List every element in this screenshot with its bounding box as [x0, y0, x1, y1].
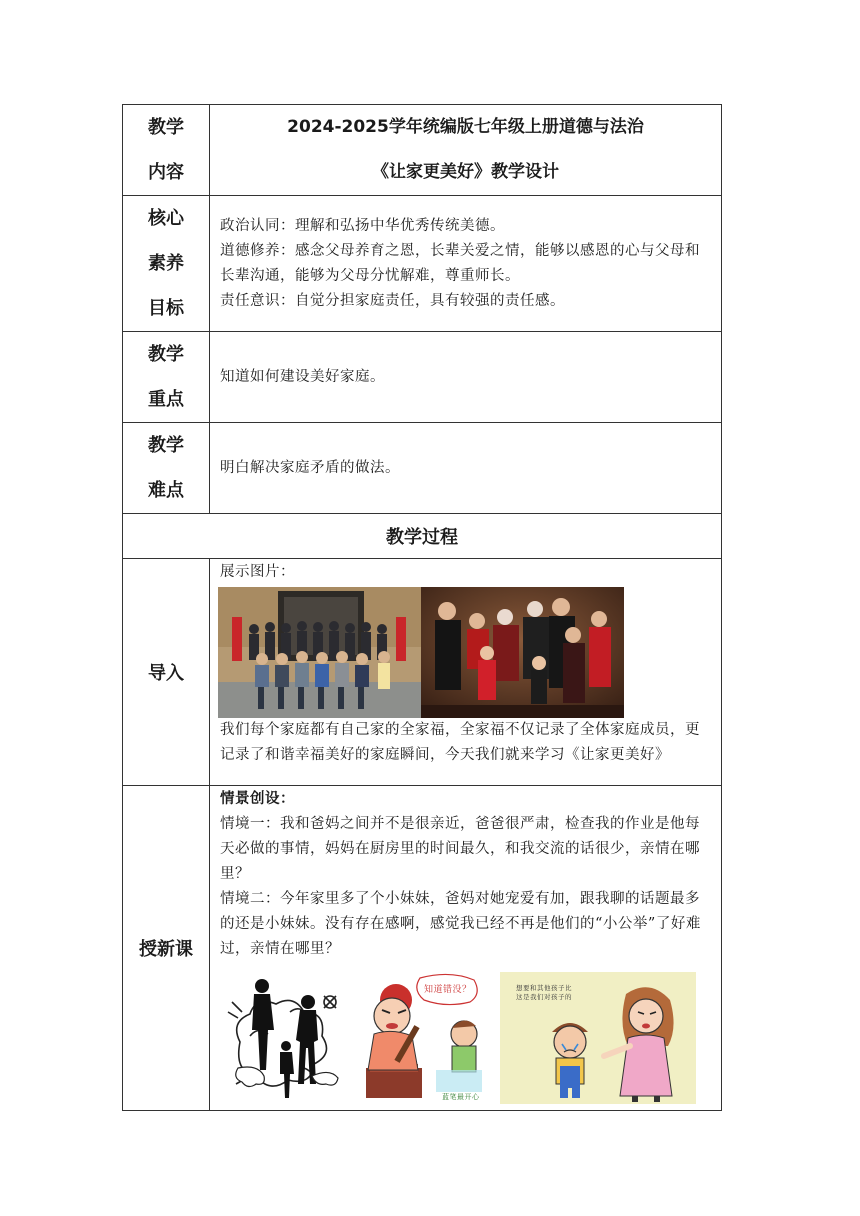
family-photo-courtyard	[218, 587, 421, 718]
key-point-label-cell	[123, 332, 210, 423]
intro-text: 我们每个家庭都有自己家的全家福，全家福不仅记录了全体家庭成员，更记录了和谐幸福美好的家庭瞬间，今天我们就来学习《让家更美好》	[220, 722, 700, 763]
process-heading: 教学过程	[123, 514, 722, 559]
cartoon-note-line-2: 这是我们对孩子的	[516, 993, 572, 1001]
scenario-heading: 情景创设：	[220, 791, 295, 807]
difficult-point-label-cell	[123, 423, 210, 514]
cartoon-note-line-1: 想要和其他孩子比	[516, 984, 572, 992]
core-goals-label-line-1: 核心	[148, 208, 184, 229]
intro-label: 导入	[123, 559, 210, 786]
difficult-point-label-line-1: 教学	[148, 435, 184, 456]
core-goals-content	[210, 196, 722, 332]
process-heading-row	[123, 514, 722, 559]
goal-responsibility: 责任意识：自觉分担家庭责任，具有较强的责任感。	[220, 292, 565, 309]
scolding-mother-illustration	[500, 972, 696, 1104]
key-point-label-line-1: 教学	[148, 344, 184, 365]
new-lesson-label: 授新课	[123, 786, 210, 1111]
key-point-text: 知道如何建设美好家庭。	[220, 368, 385, 385]
content-label-cell	[123, 105, 210, 196]
content-label-line-1: 教学	[148, 117, 184, 138]
new-lesson-row	[123, 786, 722, 1111]
core-goals-label-line-2: 素养	[148, 253, 184, 274]
difficult-point-text: 明白解决家庭矛盾的做法。	[220, 459, 400, 476]
scenario-cartoons	[220, 972, 713, 1104]
goal-political: 政治认同：理解和弘扬中华优秀传统美德。	[220, 217, 505, 234]
difficult-point-label-line-2: 难点	[148, 480, 184, 501]
lesson-plan-table	[122, 104, 722, 1111]
key-point-label-line-2: 重点	[148, 389, 184, 410]
core-goals-row	[123, 196, 722, 332]
intro-show-label: 展示图片：	[220, 564, 295, 580]
family-photo-studio	[421, 587, 624, 718]
difficult-point-row	[123, 423, 722, 514]
doc-title-line-1: 2024-2025学年统编版七年级上册道德与法治	[287, 117, 644, 137]
scenario-2-text: 情境二：今年家里多了个小妹妹，爸妈对她宠爱有加，跟我聊的话题最多的还是小妹妹。没有存在感啊，感觉我已经不再是他们的“小公举”了好难过，亲情在哪里？	[220, 891, 701, 957]
title-cell	[210, 105, 722, 196]
family-photos	[218, 587, 713, 718]
difficult-point-content	[210, 423, 722, 514]
intro-content	[210, 559, 722, 786]
mother-speech-bubble-text: 知道错没？	[424, 985, 472, 995]
new-lesson-content	[210, 786, 722, 1111]
goal-moral: 道德修养：感念父母养育之恩，长辈关爱之情，能够以感恩的心与父母和长辈沟通，能够为父母分忧解难，尊重师长。	[220, 242, 700, 284]
core-goals-label-line-3: 目标	[148, 298, 184, 319]
doc-title-line-2: 《让家更美好》教学设计	[372, 162, 559, 182]
intro-row	[123, 559, 722, 786]
core-goals-label-cell	[123, 196, 210, 332]
content-label-line-2: 内容	[148, 162, 184, 183]
key-point-row	[123, 332, 722, 423]
scenario-1-text: 情境一：我和爸妈之间并不是很亲近，爸爸很严肃，检查我的作业是他每天必做的事情，妈妈在厨房里的时间最久，和我交流的话很少，亲情在哪里？	[220, 816, 700, 882]
quarrel-silhouette-illustration	[220, 972, 352, 1104]
angry-mother-illustration	[366, 972, 494, 1104]
header-row	[123, 105, 722, 196]
cartoon-caption-text: 蓝笔最开心	[442, 1093, 480, 1101]
key-point-content	[210, 332, 722, 423]
